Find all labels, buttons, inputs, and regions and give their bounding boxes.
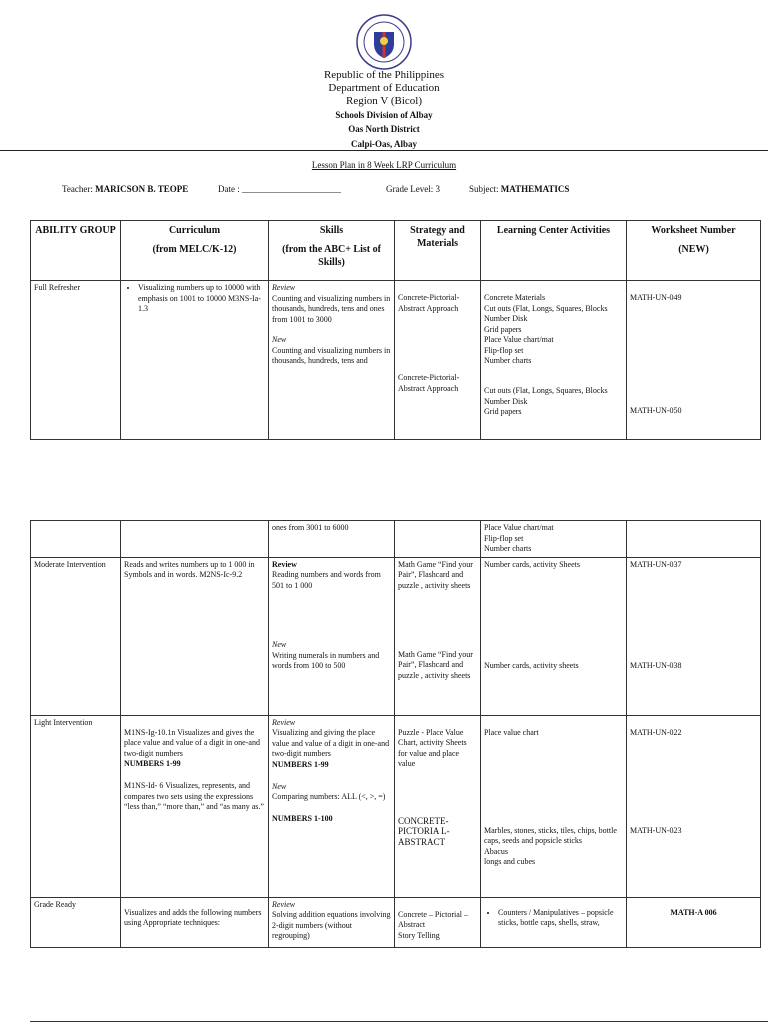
cell-curriculum: Visualizes and adds the following numbers using Appropriate techniques: [121,897,269,947]
cell-learning-center: Place Value chart/mat Flip-flop set Number charts [481,521,627,558]
cell-curriculum: M1NS-Ig-10.1n Visualizes and gives the place value and value of a digit in one-and two-digit numbers NUMBERS 1-99 M1NS-Id- 6 Visualizes, represents, and compares two sets using the expressions “less than,” “more than,” and “as many as.” [121,715,269,897]
cell-strategy: Concrete – Pictorial –Abstract Story Telling [395,897,481,947]
header-line-region: Region V (Bicol) [346,95,422,107]
header-line-division: Schools Division of Albay [335,110,433,120]
col-strategy: Strategy and Materials [395,221,481,281]
grade-level: Grade Level: 3 [386,184,440,194]
header-line-district: Oas North District [348,124,420,134]
cell-skills: Review Reading numbers and words from 501 to 1 000 New Writing numerals in numbers and words from 100 to 500 [269,557,395,715]
col-worksheet: Worksheet Number (NEW) [627,221,761,281]
cell-group [31,521,121,558]
cell-curriculum [121,521,269,558]
col-ability-group: ABILITY GROUP [31,221,121,281]
cell-skills: Review Visualizing and giving the place value and value of a digit in one-and two-digit numbers NUMBERS 1-99 New Comparing numbers: ALL (<, >, =) NUMBERS 1-100 [269,715,395,897]
cell-learning-center: • Counters / Manipulatives – popsicle sticks, bottle caps, shells, straw, [481,897,627,947]
cell-worksheet: MATH-UN-049 MATH-UN-050 [627,281,761,440]
cell-group: Moderate Intervention [31,557,121,715]
deped-seal-icon [356,14,412,70]
teacher-info: Teacher: MARICSON B. TEOPE [62,184,189,194]
header-line-department: Department of Education [328,82,440,94]
lesson-plan-table-page1 [30,220,761,440]
cell-strategy [395,521,481,558]
date-field: Date : ______________________ [218,184,341,194]
table-row-light-intervention [31,715,761,897]
table-row-moderate-intervention [31,557,761,715]
header-divider [0,150,768,151]
cell-learning-center: Concrete Materials Cut outs (Flat, Longs, Squares, Blocks Number Disk Grid papers Place Value chart/mat Flip-flop set Number charts Cut outs (Flat, Longs, Squares, Blocks Number Disk Grid papers [481,281,627,440]
footer-line [30,1021,768,1022]
header-line-republic: Republic of the Philippines [323,69,445,81]
cell-learning-center: Number cards, activity Sheets Number cards, activity sheets [481,557,627,715]
table-row-full-refresher [31,281,761,440]
cell-skills: ones from 3001 to 6000 [269,521,395,558]
table-row-continuation [31,521,761,558]
lesson-plan-table-page2 [30,520,761,948]
table-header-row [31,221,761,281]
cell-worksheet [627,521,761,558]
cell-strategy: Math Game “Find your Pair”, Flashcard and puzzle , activity sheets Math Game “Find your Pair”, Flashcard and puzzle , activity sheets [395,557,481,715]
cell-group: Full Refresher [31,281,121,440]
cell-strategy: Puzzle - Place Value Chart, activity Sheets for value and place value CONCRETE-PICTORIA L-ABSTRACT [395,715,481,897]
col-skills: Skills (from the ABC+ List of Skills) [269,221,395,281]
header-line-school: Calpi-Oas, Albay [350,139,417,149]
col-curriculum: Curriculum (from MELC/K-12) [121,221,269,281]
cell-group: Grade Ready [31,897,121,947]
cell-worksheet: MATH-A 006 [627,897,761,947]
cell-curriculum: • Visualizing numbers up to 10000 with emphasis on 1001 to 10000 M3NS-Ia-1.3 [121,281,269,440]
cell-strategy: Concrete-Pictorial-Abstract Approach Concrete-Pictorial-Abstract Approach [395,281,481,440]
cell-skills: Review Solving addition equations involving 2-digit numbers (without regrouping) [269,897,395,947]
table-row-grade-ready [31,897,761,947]
subject-info: Subject: MATHEMATICS [469,184,570,194]
col-learning-center: Learning Center Activities [481,221,627,281]
cell-skills: Review Counting and visualizing numbers in thousands, hundreds, tens and ones from 1001 to 3000 New Counting and visualizing numbers in thousands, hundreds, tens and [269,281,395,440]
cell-learning-center: Place value chart Marbles, stones, sticks, tiles, chips, bottle caps, seeds and popsicle sticks Abacus longs and cubes [481,715,627,897]
cell-worksheet: MATH-UN-022 MATH-UN-023 [627,715,761,897]
cell-worksheet: MATH-UN-037 MATH-UN-038 [627,557,761,715]
document-title: Lesson Plan in 8 Week LRP Curriculum [311,160,457,170]
cell-group: Light Intervention [31,715,121,897]
cell-curriculum: Reads and writes numbers up to 1 000 in Symbols and in words. M2NS-Ic-9.2 [121,557,269,715]
